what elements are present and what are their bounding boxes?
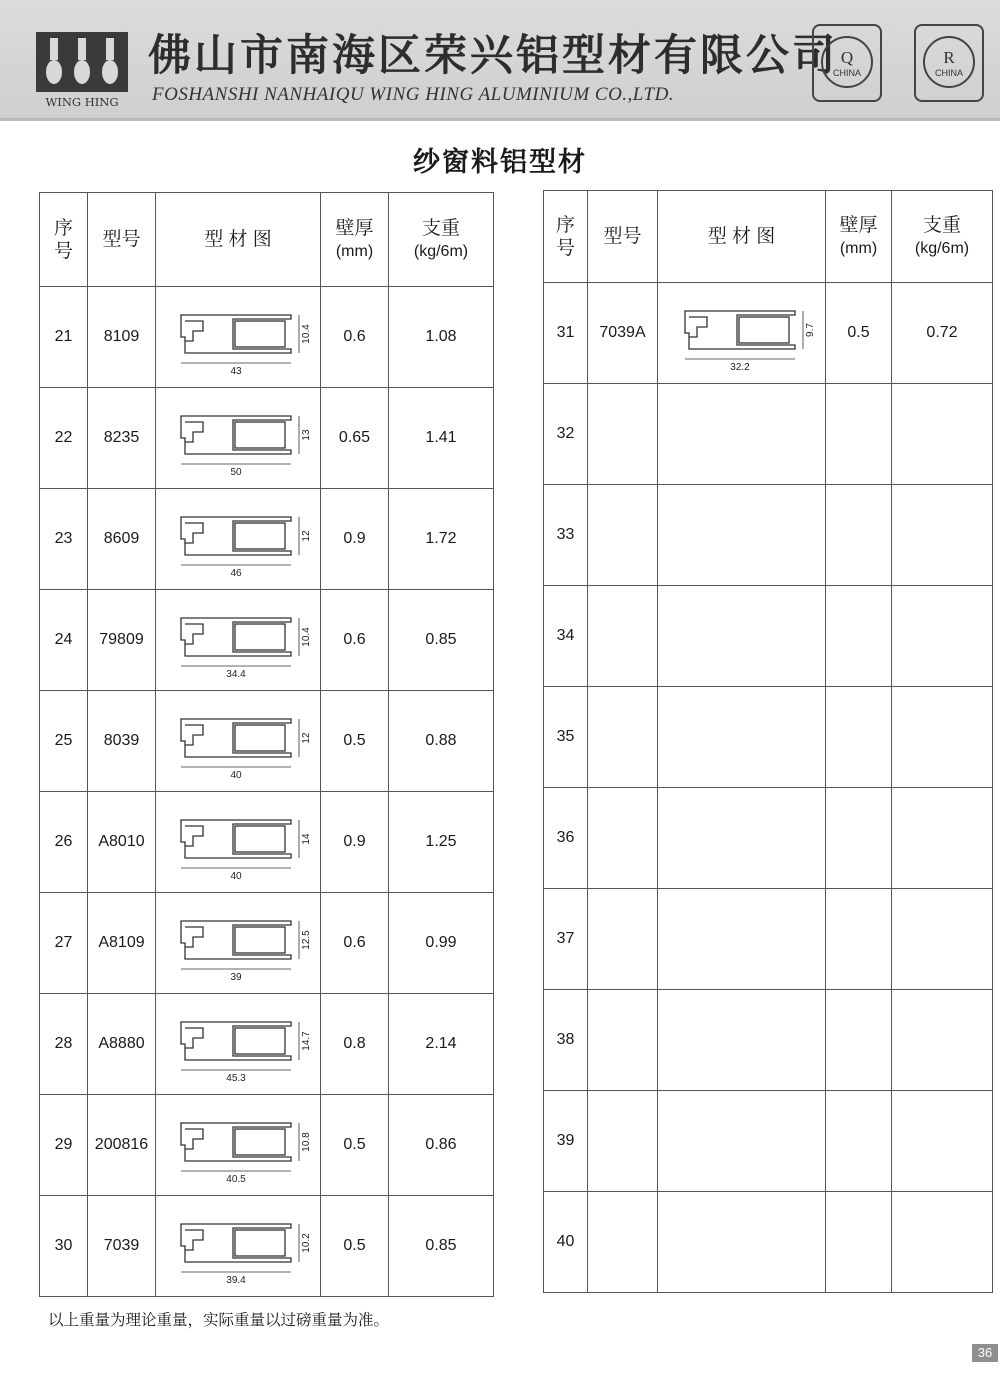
height-dimension-label: 12.5 bbox=[301, 930, 312, 950]
height-dimension-label: 13 bbox=[301, 429, 312, 441]
col-thickness-label: 壁厚 bbox=[335, 217, 374, 239]
row-seq: 28 bbox=[40, 994, 88, 1095]
row-thickness bbox=[826, 788, 892, 889]
col-thickness-unit: (mm) bbox=[839, 239, 878, 257]
row-thickness bbox=[826, 485, 892, 586]
row-model bbox=[588, 384, 658, 485]
row-model: A8880 bbox=[88, 994, 156, 1095]
table-header-row bbox=[40, 193, 494, 287]
row-profile-drawing bbox=[156, 994, 321, 1095]
table-row bbox=[40, 792, 494, 893]
profile-cross-section-drawing bbox=[667, 293, 817, 373]
row-weight bbox=[892, 1091, 993, 1192]
col-seq bbox=[544, 191, 588, 283]
table-row bbox=[544, 788, 993, 889]
row-model: A8010 bbox=[88, 792, 156, 893]
row-model bbox=[588, 788, 658, 889]
row-thickness: 0.9 bbox=[321, 489, 389, 590]
profile-chamber bbox=[235, 422, 285, 448]
table-row bbox=[40, 691, 494, 792]
col-drawing: 型 材 图 bbox=[156, 193, 321, 287]
profile-cross-section-drawing bbox=[163, 297, 313, 377]
col-weight-unit: (kg/6m) bbox=[413, 242, 469, 260]
row-thickness bbox=[826, 990, 892, 1091]
profile-flange bbox=[185, 321, 203, 341]
col-weight-label: 支重 bbox=[421, 217, 460, 239]
row-profile-drawing bbox=[658, 990, 826, 1091]
height-dimension-label: 12 bbox=[301, 530, 312, 542]
row-thickness: 0.5 bbox=[321, 691, 389, 792]
row-profile-drawing bbox=[156, 893, 321, 994]
profile-chamber bbox=[739, 317, 789, 343]
table-row bbox=[544, 283, 993, 384]
col-weight-label: 支重 bbox=[922, 214, 961, 236]
width-dimension-label: 39 bbox=[230, 972, 242, 983]
table-row bbox=[40, 893, 494, 994]
profile-flange bbox=[185, 826, 203, 846]
profile-flange bbox=[185, 523, 203, 543]
table-row bbox=[544, 485, 993, 586]
row-model: 8109 bbox=[88, 287, 156, 388]
cert-q-badge bbox=[812, 24, 882, 102]
row-thickness: 0.6 bbox=[321, 287, 389, 388]
row-profile-drawing bbox=[658, 1091, 826, 1192]
row-seq: 37 bbox=[544, 889, 588, 990]
height-dimension-label: 10.2 bbox=[301, 1233, 312, 1253]
table-row bbox=[40, 1095, 494, 1196]
row-seq: 24 bbox=[40, 590, 88, 691]
profile-flange bbox=[185, 1129, 203, 1149]
cert-q-sub: CHINA bbox=[832, 68, 861, 78]
profile-cross-section-drawing bbox=[163, 1206, 313, 1286]
row-weight bbox=[892, 586, 993, 687]
row-seq: 21 bbox=[40, 287, 88, 388]
row-seq: 32 bbox=[544, 384, 588, 485]
width-dimension-label: 46 bbox=[230, 568, 242, 579]
col-weight-unit: (kg/6m) bbox=[914, 239, 970, 257]
width-dimension-label: 39.4 bbox=[226, 1275, 246, 1286]
col-drawing: 型 材 图 bbox=[658, 191, 826, 283]
company-name-cn: 佛山市南海区荣兴铝型材有限公司 bbox=[148, 31, 838, 81]
row-seq: 31 bbox=[544, 283, 588, 384]
col-thickness bbox=[321, 193, 389, 287]
row-weight: 0.99 bbox=[389, 893, 494, 994]
page-title: 纱窗料铝型材 bbox=[413, 147, 587, 178]
width-dimension-label: 50 bbox=[230, 467, 242, 478]
row-weight: 1.08 bbox=[389, 287, 494, 388]
row-weight: 0.85 bbox=[389, 590, 494, 691]
profile-chamber bbox=[235, 624, 285, 650]
row-model: 8609 bbox=[88, 489, 156, 590]
col-model: 型号 bbox=[88, 193, 156, 287]
row-profile-drawing bbox=[658, 384, 826, 485]
table-row bbox=[40, 994, 494, 1095]
row-thickness bbox=[826, 1091, 892, 1192]
row-profile-drawing bbox=[658, 889, 826, 990]
profile-cross-section-drawing bbox=[163, 701, 313, 781]
row-thickness: 0.5 bbox=[321, 1196, 389, 1297]
row-model: 8039 bbox=[88, 691, 156, 792]
table-row bbox=[544, 384, 993, 485]
row-weight: 1.25 bbox=[389, 792, 494, 893]
row-thickness: 0.9 bbox=[321, 792, 389, 893]
row-thickness: 0.8 bbox=[321, 994, 389, 1095]
row-profile-drawing bbox=[658, 788, 826, 889]
cert-r-badge bbox=[914, 24, 984, 102]
table-row bbox=[544, 990, 993, 1091]
row-seq: 39 bbox=[544, 1091, 588, 1192]
cert-r-letter: R bbox=[943, 48, 955, 67]
row-thickness bbox=[826, 889, 892, 990]
profile-chamber bbox=[235, 523, 285, 549]
row-weight: 1.41 bbox=[389, 388, 494, 489]
profile-chamber bbox=[235, 725, 285, 751]
row-model: 79809 bbox=[88, 590, 156, 691]
row-thickness: 0.6 bbox=[321, 590, 389, 691]
profile-chamber bbox=[235, 826, 285, 852]
width-dimension-label: 40 bbox=[230, 871, 242, 882]
table-header-row bbox=[544, 191, 993, 283]
col-seq bbox=[40, 193, 88, 287]
row-weight bbox=[892, 687, 993, 788]
wing-hing-logo bbox=[36, 32, 128, 92]
width-dimension-label: 32.2 bbox=[729, 362, 750, 373]
row-weight: 2.14 bbox=[389, 994, 494, 1095]
col-weight bbox=[892, 191, 993, 283]
row-seq: 22 bbox=[40, 388, 88, 489]
profile-cross-section-drawing bbox=[163, 600, 313, 680]
table-row bbox=[40, 1196, 494, 1297]
row-seq: 30 bbox=[40, 1196, 88, 1297]
profile-cross-section-drawing bbox=[163, 398, 313, 478]
table-row bbox=[544, 1091, 993, 1192]
col-seq-label: 序号 bbox=[555, 214, 575, 259]
profile-flange bbox=[185, 422, 203, 442]
row-profile-drawing bbox=[156, 287, 321, 388]
row-profile-drawing bbox=[658, 283, 826, 384]
table-row bbox=[40, 388, 494, 489]
row-thickness bbox=[826, 687, 892, 788]
col-seq-label: 序号 bbox=[53, 217, 73, 262]
row-profile-drawing bbox=[156, 792, 321, 893]
col-model: 型号 bbox=[588, 191, 658, 283]
width-dimension-label: 34.4 bbox=[226, 669, 246, 680]
row-thickness: 0.5 bbox=[826, 283, 892, 384]
page-number: 36 bbox=[972, 1344, 998, 1362]
row-seq: 36 bbox=[544, 788, 588, 889]
profile-flange bbox=[185, 927, 203, 947]
company-name-en: FOSHANSHI NANHAIQU WING HING ALUMINIUM CO.,LTD. bbox=[152, 84, 675, 105]
row-seq: 38 bbox=[544, 990, 588, 1091]
row-thickness bbox=[826, 586, 892, 687]
row-thickness bbox=[826, 384, 892, 485]
row-seq: 34 bbox=[544, 586, 588, 687]
row-seq: 23 bbox=[40, 489, 88, 590]
row-model: 7039 bbox=[88, 1196, 156, 1297]
col-weight bbox=[389, 193, 494, 287]
row-seq: 33 bbox=[544, 485, 588, 586]
row-seq: 26 bbox=[40, 792, 88, 893]
row-profile-drawing bbox=[658, 485, 826, 586]
header-band bbox=[0, 0, 1000, 121]
col-thickness-label: 壁厚 bbox=[839, 214, 878, 236]
profile-chamber bbox=[235, 321, 285, 347]
col-thickness bbox=[826, 191, 892, 283]
row-weight bbox=[892, 788, 993, 889]
row-thickness bbox=[826, 1192, 892, 1293]
height-dimension-label: 9.7 bbox=[804, 323, 816, 337]
height-dimension-label: 10.8 bbox=[301, 1132, 312, 1152]
row-model bbox=[588, 889, 658, 990]
width-dimension-label: 45.3 bbox=[226, 1073, 246, 1084]
cert-q-letter: Q bbox=[840, 48, 854, 67]
row-model bbox=[588, 990, 658, 1091]
profile-table-left bbox=[39, 192, 494, 1297]
row-weight: 0.86 bbox=[389, 1095, 494, 1196]
profile-cross-section-drawing bbox=[163, 802, 313, 882]
row-profile-drawing bbox=[156, 1196, 321, 1297]
row-model bbox=[588, 1091, 658, 1192]
col-thickness-unit: (mm) bbox=[335, 242, 374, 260]
row-model: 7039A bbox=[588, 283, 658, 384]
profile-chamber bbox=[235, 927, 285, 953]
row-profile-drawing bbox=[156, 590, 321, 691]
profile-flange bbox=[185, 624, 203, 644]
row-model bbox=[588, 687, 658, 788]
row-profile-drawing bbox=[658, 586, 826, 687]
row-weight bbox=[892, 1192, 993, 1293]
row-weight bbox=[892, 384, 993, 485]
row-weight: 1.72 bbox=[389, 489, 494, 590]
row-profile-drawing bbox=[156, 489, 321, 590]
row-thickness: 0.65 bbox=[321, 388, 389, 489]
table-row bbox=[544, 687, 993, 788]
table-row bbox=[544, 889, 993, 990]
table-row bbox=[40, 489, 494, 590]
logo-text: WING HING bbox=[45, 95, 119, 109]
height-dimension-label: 14.7 bbox=[301, 1031, 312, 1051]
row-thickness: 0.6 bbox=[321, 893, 389, 994]
profile-table-right bbox=[543, 190, 993, 1293]
profile-flange bbox=[689, 317, 707, 337]
profile-cross-section-drawing bbox=[163, 1004, 313, 1084]
weight-footnote: 以上重量为理论重量，实际重量以过磅重量为准。 bbox=[48, 1311, 390, 1329]
profile-chamber bbox=[235, 1028, 285, 1054]
row-model: A8109 bbox=[88, 893, 156, 994]
profile-flange bbox=[185, 1230, 203, 1250]
row-model bbox=[588, 485, 658, 586]
width-dimension-label: 43 bbox=[230, 366, 242, 377]
row-weight: 0.88 bbox=[389, 691, 494, 792]
height-dimension-label: 12 bbox=[301, 732, 312, 744]
row-model bbox=[588, 586, 658, 687]
row-weight bbox=[892, 889, 993, 990]
width-dimension-label: 40.5 bbox=[226, 1174, 246, 1185]
profile-chamber bbox=[235, 1129, 285, 1155]
height-dimension-label: 14 bbox=[301, 833, 312, 845]
row-seq: 25 bbox=[40, 691, 88, 792]
cert-q-ring bbox=[821, 36, 873, 88]
row-weight: 0.85 bbox=[389, 1196, 494, 1297]
cert-r-ring bbox=[923, 36, 975, 88]
profile-chamber bbox=[235, 1230, 285, 1256]
row-seq: 29 bbox=[40, 1095, 88, 1196]
height-dimension-label: 10.4 bbox=[301, 324, 312, 344]
table-row bbox=[544, 586, 993, 687]
row-seq: 35 bbox=[544, 687, 588, 788]
row-model: 200816 bbox=[88, 1095, 156, 1196]
height-dimension-label: 10.4 bbox=[301, 627, 312, 647]
profile-flange bbox=[185, 1028, 203, 1048]
width-dimension-label: 40 bbox=[230, 770, 242, 781]
row-weight bbox=[892, 990, 993, 1091]
row-seq: 27 bbox=[40, 893, 88, 994]
profile-cross-section-drawing bbox=[163, 499, 313, 579]
row-model: 8235 bbox=[88, 388, 156, 489]
row-profile-drawing bbox=[658, 687, 826, 788]
row-weight bbox=[892, 485, 993, 586]
cert-r-sub: CHINA bbox=[934, 68, 963, 78]
row-profile-drawing bbox=[156, 691, 321, 792]
row-thickness: 0.5 bbox=[321, 1095, 389, 1196]
row-profile-drawing bbox=[156, 388, 321, 489]
table-row bbox=[40, 590, 494, 691]
profile-flange bbox=[185, 725, 203, 745]
row-profile-drawing bbox=[156, 1095, 321, 1196]
row-seq: 40 bbox=[544, 1192, 588, 1293]
profile-cross-section-drawing bbox=[163, 903, 313, 983]
profile-cross-section-drawing bbox=[163, 1105, 313, 1185]
row-model bbox=[588, 1192, 658, 1293]
table-row bbox=[40, 287, 494, 388]
row-profile-drawing bbox=[658, 1192, 826, 1293]
row-weight: 0.72 bbox=[892, 283, 993, 384]
table-row bbox=[544, 1192, 993, 1293]
